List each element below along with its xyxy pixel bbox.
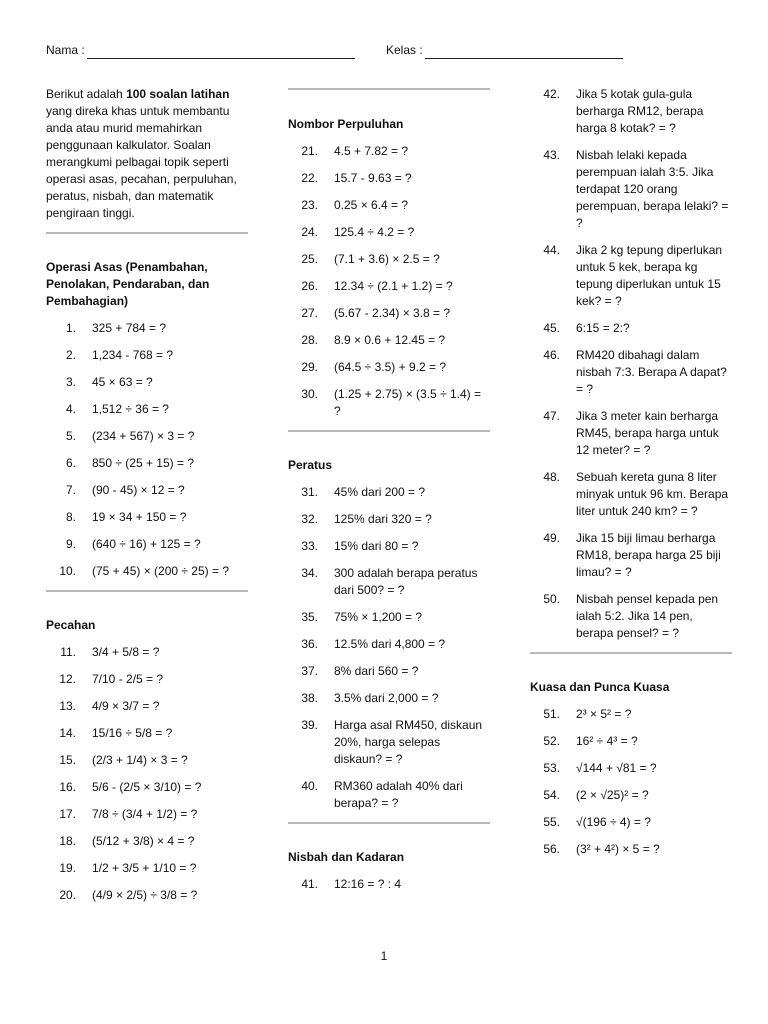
question-list-nombor-perpuluhan (288, 143, 490, 420)
question-number: 46. (543, 348, 560, 362)
question-text: 2³ × 5² = ? (576, 707, 632, 721)
question-text: (5.67 - 2.34) × 3.8 = ? (334, 306, 451, 320)
section-divider (530, 652, 732, 654)
question-number: 40. (301, 779, 318, 793)
question-number: 15. (59, 753, 76, 767)
question-text: 4.5 + 7.82 = ? (334, 144, 409, 158)
question-number: 29. (301, 360, 318, 374)
question-text: 19 × 34 + 150 = ? (92, 510, 187, 524)
question-text: (2 × √25)² = ? (576, 788, 649, 802)
question-item (288, 278, 490, 295)
column-3 (530, 86, 732, 868)
question-text: 75% × 1,200 = ? (334, 610, 423, 624)
question-item (46, 833, 248, 850)
intro-paragraph (46, 86, 248, 222)
question-item (46, 374, 248, 391)
question-text: (1.25 + 2.75) × (3.5 ÷ 1.4) = ? (334, 387, 482, 418)
question-item (288, 609, 490, 626)
class-field[interactable] (386, 42, 623, 59)
question-item (288, 386, 490, 420)
question-number: 11. (60, 645, 76, 659)
question-number: 35. (301, 610, 318, 624)
question-item (46, 428, 248, 445)
question-number: 34. (301, 566, 318, 580)
section-divider (46, 232, 248, 234)
question-number: 26. (301, 279, 318, 293)
question-number: 31. (301, 485, 318, 499)
question-text: 3/4 + 5/8 = ? (92, 645, 160, 659)
question-number: 19. (59, 861, 76, 875)
question-text: √(196 ÷ 4) = ? (576, 815, 651, 829)
question-number: 24. (301, 225, 318, 239)
question-item (288, 663, 490, 680)
question-item (288, 538, 490, 555)
question-text: (3² + 4²) × 5 = ? (576, 842, 660, 856)
question-text: Jika 3 meter kain berharga RM45, berapa harga untuk 12 meter? = ? (576, 409, 719, 457)
question-item (288, 876, 490, 893)
question-item (46, 806, 248, 823)
question-item (530, 733, 732, 750)
column-2 (288, 86, 490, 903)
question-number: 14. (59, 726, 76, 740)
question-item (530, 347, 732, 398)
question-item (530, 760, 732, 777)
question-list-peratus (288, 484, 490, 812)
name-label: Nama : (46, 43, 85, 57)
question-item (288, 143, 490, 160)
question-number: 50. (543, 592, 560, 606)
class-label: Kelas : (386, 43, 423, 57)
question-number: 21. (301, 144, 318, 158)
question-item (530, 530, 732, 581)
question-item (46, 347, 248, 364)
section-title-peratus: Peratus (288, 458, 333, 472)
question-item (288, 690, 490, 707)
section-title-operasi-asas: Operasi Asas (Penambahan, Penolakan, Pendaraban, dan Pembahagian) (46, 260, 210, 308)
question-number: 4. (65, 402, 76, 416)
question-list-nisbah-dan-kadaran (288, 876, 490, 893)
question-item (46, 752, 248, 769)
question-item (288, 484, 490, 501)
question-text: 1/2 + 3/5 + 1/10 = ? (92, 861, 197, 875)
question-text: RM420 dibahagi dalam nisbah 7:3. Berapa A dapat? = ? (576, 348, 727, 396)
question-number: 20. (59, 888, 76, 902)
question-number: 43. (543, 148, 560, 162)
question-text: (5/12 + 3/8) × 4 = ? (92, 834, 195, 848)
question-number: 6. (65, 456, 76, 470)
section-divider (288, 822, 490, 824)
question-item (46, 887, 248, 904)
question-number: 28. (301, 333, 318, 347)
question-item (288, 224, 490, 241)
question-item (46, 563, 248, 580)
question-number: 16. (59, 780, 76, 794)
question-item (530, 706, 732, 723)
question-item (288, 636, 490, 653)
question-number: 49. (543, 531, 560, 545)
question-text: Jika 2 kg tepung diperlukan untuk 5 kek, berapa kg tepung diperlukan untuk 15 kek? = ? (576, 243, 723, 308)
question-text: Sebuah kereta guna 8 liter minyak untuk 96 km. Berapa liter untuk 240 km? = ? (576, 470, 729, 518)
question-item (530, 320, 732, 337)
question-text: RM360 adalah 40% dari berapa? = ? (334, 779, 463, 810)
question-number: 44. (543, 243, 560, 257)
section-title-nombor-perpuluhan: Nombor Perpuluhan (288, 117, 404, 131)
question-text: (2/3 + 1/4) × 3 = ? (92, 753, 188, 767)
question-text: 0.25 × 6.4 = ? (334, 198, 409, 212)
question-number: 25. (301, 252, 318, 266)
question-number: 37. (301, 664, 318, 678)
question-text: 16² ÷ 4³ = ? (576, 734, 638, 748)
question-text: 12.34 ÷ (2.1 + 1.2) = ? (334, 279, 453, 293)
question-number: 39. (301, 718, 318, 732)
question-text: 850 ÷ (25 + 15) = ? (92, 456, 194, 470)
question-item (530, 814, 732, 831)
name-field[interactable] (46, 42, 355, 59)
section-divider (46, 590, 248, 592)
question-text: Harga asal RM450, diskaun 20%, harga selepas diskaun? = ? (334, 718, 483, 766)
section-title-nisbah-dan-kadaran: Nisbah dan Kadaran (288, 850, 405, 864)
question-item (46, 482, 248, 499)
question-list-pecahan (46, 644, 248, 904)
question-item (288, 332, 490, 349)
question-item (46, 536, 248, 553)
question-text: Nisbah pensel kepada pen ialah 5:2. Jika 14 pen, berapa pensel? = ? (576, 592, 719, 640)
question-item (288, 511, 490, 528)
question-text: 8% dari 560 = ? (334, 664, 419, 678)
question-text: (640 ÷ 16) + 125 = ? (92, 537, 201, 551)
question-item (46, 698, 248, 715)
question-item (46, 401, 248, 418)
question-list-nisbah-continued (530, 86, 732, 642)
section-title-pecahan: Pecahan (46, 618, 96, 632)
question-text: Jika 15 biji limau berharga RM18, berapa harga 25 biji limau? = ? (576, 531, 721, 579)
question-text: 15.7 - 9.63 = ? (334, 171, 412, 185)
question-list-operasi-asas (46, 320, 248, 580)
question-number: 41. (301, 877, 318, 891)
question-text: (75 + 45) × (200 ÷ 25) = ? (92, 564, 230, 578)
question-number: 27. (301, 306, 318, 320)
question-text: 7/8 ÷ (3/4 + 1/2) = ? (92, 807, 198, 821)
header-row (46, 42, 726, 62)
question-text: 1,234 - 768 = ? (92, 348, 174, 362)
question-text: 3.5% dari 2,000 = ? (334, 691, 439, 705)
question-number: 1. (65, 321, 76, 335)
question-text: 15/16 ÷ 5/8 = ? (92, 726, 173, 740)
question-number: 8. (65, 510, 76, 524)
question-text: 125% dari 320 = ? (334, 512, 432, 526)
question-number: 38. (301, 691, 318, 705)
question-item (530, 408, 732, 459)
question-number: 22. (301, 171, 318, 185)
question-number: 32. (301, 512, 318, 526)
question-number: 52. (543, 734, 560, 748)
question-text: Nisbah lelaki kepada perempuan ialah 3:5. Jika terdapat 120 orang perempuan, berapa lelaki? = ? (576, 148, 729, 230)
question-number: 36. (301, 637, 318, 651)
question-text: (4/9 × 2/5) ÷ 3/8 = ? (92, 888, 198, 902)
question-text: 8.9 × 0.6 + 12.45 = ? (334, 333, 446, 347)
name-blank-line[interactable] (87, 44, 355, 59)
question-item (530, 469, 732, 520)
question-number: 10. (59, 564, 76, 578)
question-text: Jika 5 kotak gula-gula berharga RM12, berapa harga 8 kotak? = ? (576, 87, 704, 135)
question-number: 55. (543, 815, 560, 829)
question-number: 33. (301, 539, 318, 553)
question-item (288, 197, 490, 214)
section-title-kuasa-dan-punca-kuasa: Kuasa dan Punca Kuasa (530, 680, 670, 694)
question-item (288, 717, 490, 768)
intro-text-start: Berikut adalah (46, 87, 127, 101)
question-number: 42. (543, 87, 560, 101)
question-text: 325 + 784 = ? (92, 321, 167, 335)
question-text: 45 × 63 = ? (92, 375, 153, 389)
question-text: (64.5 ÷ 3.5) + 9.2 = ? (334, 360, 446, 374)
question-item (288, 305, 490, 322)
question-item (46, 860, 248, 877)
question-item (46, 644, 248, 661)
question-number: 5. (65, 429, 76, 443)
question-number: 48. (543, 470, 560, 484)
question-list-kuasa-dan-punca-kuasa (530, 706, 732, 858)
question-item (530, 242, 732, 310)
question-item (530, 591, 732, 642)
question-text: 1,512 ÷ 36 = ? (92, 402, 169, 416)
question-number: 2. (65, 348, 76, 362)
question-number: 12. (59, 672, 76, 686)
question-item (530, 86, 732, 137)
question-text: (90 - 45) × 12 = ? (92, 483, 185, 497)
page-number: 1 (380, 949, 388, 963)
question-text: 125.4 ÷ 4.2 = ? (334, 225, 415, 239)
section-divider (288, 88, 490, 90)
question-text: 15% dari 80 = ? (334, 539, 419, 553)
section-divider (288, 430, 490, 432)
question-item (46, 455, 248, 472)
question-text: (234 + 567) × 3 = ? (92, 429, 195, 443)
column-1 (46, 86, 248, 914)
question-text: 45% dari 200 = ? (334, 485, 426, 499)
question-number: 53. (543, 761, 560, 775)
question-text: (7.1 + 3.6) × 2.5 = ? (334, 252, 440, 266)
question-number: 9. (65, 537, 76, 551)
question-number: 54. (543, 788, 560, 802)
question-text: 12.5% dari 4,800 = ? (334, 637, 446, 651)
question-item (288, 778, 490, 812)
question-item (46, 725, 248, 742)
question-text: 4/9 × 3/7 = ? (92, 699, 160, 713)
question-item (288, 251, 490, 268)
question-number: 30. (301, 387, 318, 401)
question-number: 47. (543, 409, 560, 423)
class-blank-line[interactable] (425, 44, 623, 59)
question-number: 56. (543, 842, 560, 856)
intro-bold-text: 100 soalan latihan (126, 87, 230, 101)
question-number: 3. (65, 375, 76, 389)
question-text: 6:15 = 2:? (576, 321, 630, 335)
question-text: √144 + √81 = ? (576, 761, 657, 775)
question-item (530, 147, 732, 232)
question-text: 12:16 = ? : 4 (334, 877, 402, 891)
question-number: 7. (65, 483, 76, 497)
question-item (46, 320, 248, 337)
question-item (530, 841, 732, 858)
question-number: 18. (59, 834, 76, 848)
question-number: 45. (543, 321, 560, 335)
question-number: 13. (59, 699, 76, 713)
question-item (46, 671, 248, 688)
question-text: 300 adalah berapa peratus dari 500? = ? (334, 566, 478, 597)
question-number: 51. (543, 707, 560, 721)
question-item (288, 170, 490, 187)
question-number: 23. (301, 198, 318, 212)
question-item (46, 779, 248, 796)
intro-text-end: yang direka khas untuk membantu anda atau murid memahirkan penggunaan kalkulator. Soalan merangkumi pelbagai topik seperti operasi asas, pecahan, perpuluhan, peratus, nisbah, dan matematik pengiraan tinggi. (46, 104, 237, 220)
question-item (46, 509, 248, 526)
question-item (288, 359, 490, 376)
question-item (288, 565, 490, 599)
question-item (530, 787, 732, 804)
question-text: 7/10 - 2/5 = ? (92, 672, 164, 686)
question-number: 17. (59, 807, 76, 821)
question-text: 5/6 - (2/5 × 3/10) = ? (92, 780, 202, 794)
